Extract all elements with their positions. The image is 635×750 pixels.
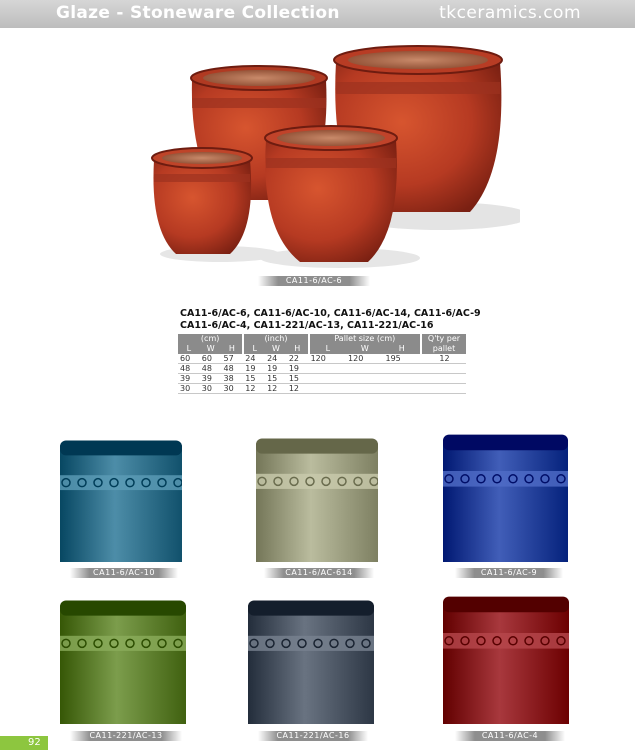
pot-30: [152, 148, 252, 254]
cell: 24: [243, 354, 265, 364]
cell: 48: [200, 364, 222, 374]
group-pallet: Pallet size (cm): [309, 334, 421, 344]
cell: 57: [222, 354, 244, 364]
swatch-photo: [256, 436, 378, 562]
pot-39: [265, 126, 397, 262]
pot-body: [60, 445, 182, 562]
pot-body: [256, 444, 378, 562]
swatch-photo: [443, 432, 568, 562]
cell: 19: [243, 364, 265, 374]
swatch-caption: CA11-221/AC-16: [258, 731, 368, 741]
cell: 39: [178, 374, 200, 384]
codes-line-2: CA11-6/AC-4, CA11-221/AC-13, CA11-221/AC-16: [180, 320, 434, 331]
cell: 12: [421, 354, 466, 364]
cell: [421, 384, 466, 394]
cell: 48: [222, 364, 244, 374]
decor-band: [443, 633, 569, 649]
pot-rim: [60, 601, 186, 616]
cell: 15: [287, 374, 309, 384]
decor-band: [60, 636, 186, 651]
col-w: W: [346, 344, 383, 354]
pot-rim: [256, 439, 378, 454]
cell: 120: [309, 354, 346, 364]
pot-rim: [60, 440, 182, 455]
col-l: L: [178, 344, 200, 354]
cell: 12: [287, 384, 309, 394]
cell: 30: [222, 384, 244, 394]
cell: [384, 384, 422, 394]
table-row: [178, 374, 466, 384]
pot-body: [60, 606, 186, 724]
pot-body: [443, 440, 568, 562]
main-product-photo: [140, 40, 520, 272]
col-h: H: [287, 344, 309, 354]
swatch-caption: CA11-221/AC-13: [70, 731, 182, 741]
cell: 60: [200, 354, 222, 364]
col-h: H: [384, 344, 422, 354]
pot-rim: [248, 601, 374, 616]
cell: 19: [265, 364, 287, 374]
swatch-caption: CA11-6/AC-10: [70, 568, 178, 578]
website-url: tkceramics.com: [439, 3, 581, 23]
pot-body: [443, 602, 569, 724]
codes-line-1: CA11-6/AC-6, CA11-6/AC-10, CA11-6/AC-14, CA11-6/AC-9: [180, 308, 481, 319]
cell: 38: [222, 374, 244, 384]
group-inch: (inch): [243, 334, 308, 344]
group-cm: (cm): [178, 334, 243, 344]
swatch-caption: CA11-6/AC-614: [264, 568, 374, 578]
table-row: [178, 384, 466, 394]
col-w: W: [200, 344, 222, 354]
swatch-photo: [60, 438, 182, 562]
cell: 12: [243, 384, 265, 394]
cell: 195: [384, 354, 422, 364]
cell: 30: [178, 384, 200, 394]
page-number: 92: [0, 736, 48, 750]
cell: 24: [265, 354, 287, 364]
cell: [421, 374, 466, 384]
cell: [346, 364, 383, 374]
col-w: W: [265, 344, 287, 354]
cell: 120: [346, 354, 383, 364]
cell: [384, 374, 422, 384]
swatch-photo: [443, 594, 569, 724]
cell: [346, 384, 383, 394]
dimension-table: [178, 334, 466, 394]
cell: [421, 364, 466, 374]
swatch-caption: CA11-6/AC-9: [455, 568, 563, 578]
cell: [384, 364, 422, 374]
main-photo-caption: CA11-6/AC-6: [258, 276, 370, 286]
col-l: L: [243, 344, 265, 354]
cell: 39: [200, 374, 222, 384]
col-h: H: [222, 344, 244, 354]
swatch-photo: [248, 598, 374, 724]
decor-band: [248, 636, 374, 651]
group-qty: Q'ty per pallet: [421, 334, 466, 354]
cell: 15: [265, 374, 287, 384]
pot-body: [248, 606, 374, 724]
cell: [309, 374, 346, 384]
cell: 60: [178, 354, 200, 364]
cell: [346, 374, 383, 384]
pot-rim: [443, 597, 569, 613]
cell: [309, 364, 346, 374]
cell: 12: [265, 384, 287, 394]
table-row: [178, 354, 466, 364]
cell: 15: [243, 374, 265, 384]
cell: [309, 384, 346, 394]
cell: 22: [287, 354, 309, 364]
table-row: [178, 364, 466, 374]
cell: 48: [178, 364, 200, 374]
cell: 19: [287, 364, 309, 374]
collection-title: Glaze - Stoneware Collection: [56, 3, 340, 23]
product-codes: [180, 308, 500, 332]
page-header: [0, 0, 635, 28]
swatch-caption: CA11-6/AC-4: [455, 731, 565, 741]
cell: 30: [200, 384, 222, 394]
table-group-header: [178, 334, 466, 344]
swatch-photo: [60, 598, 186, 724]
pot-rim: [443, 435, 568, 451]
col-l: L: [309, 344, 346, 354]
